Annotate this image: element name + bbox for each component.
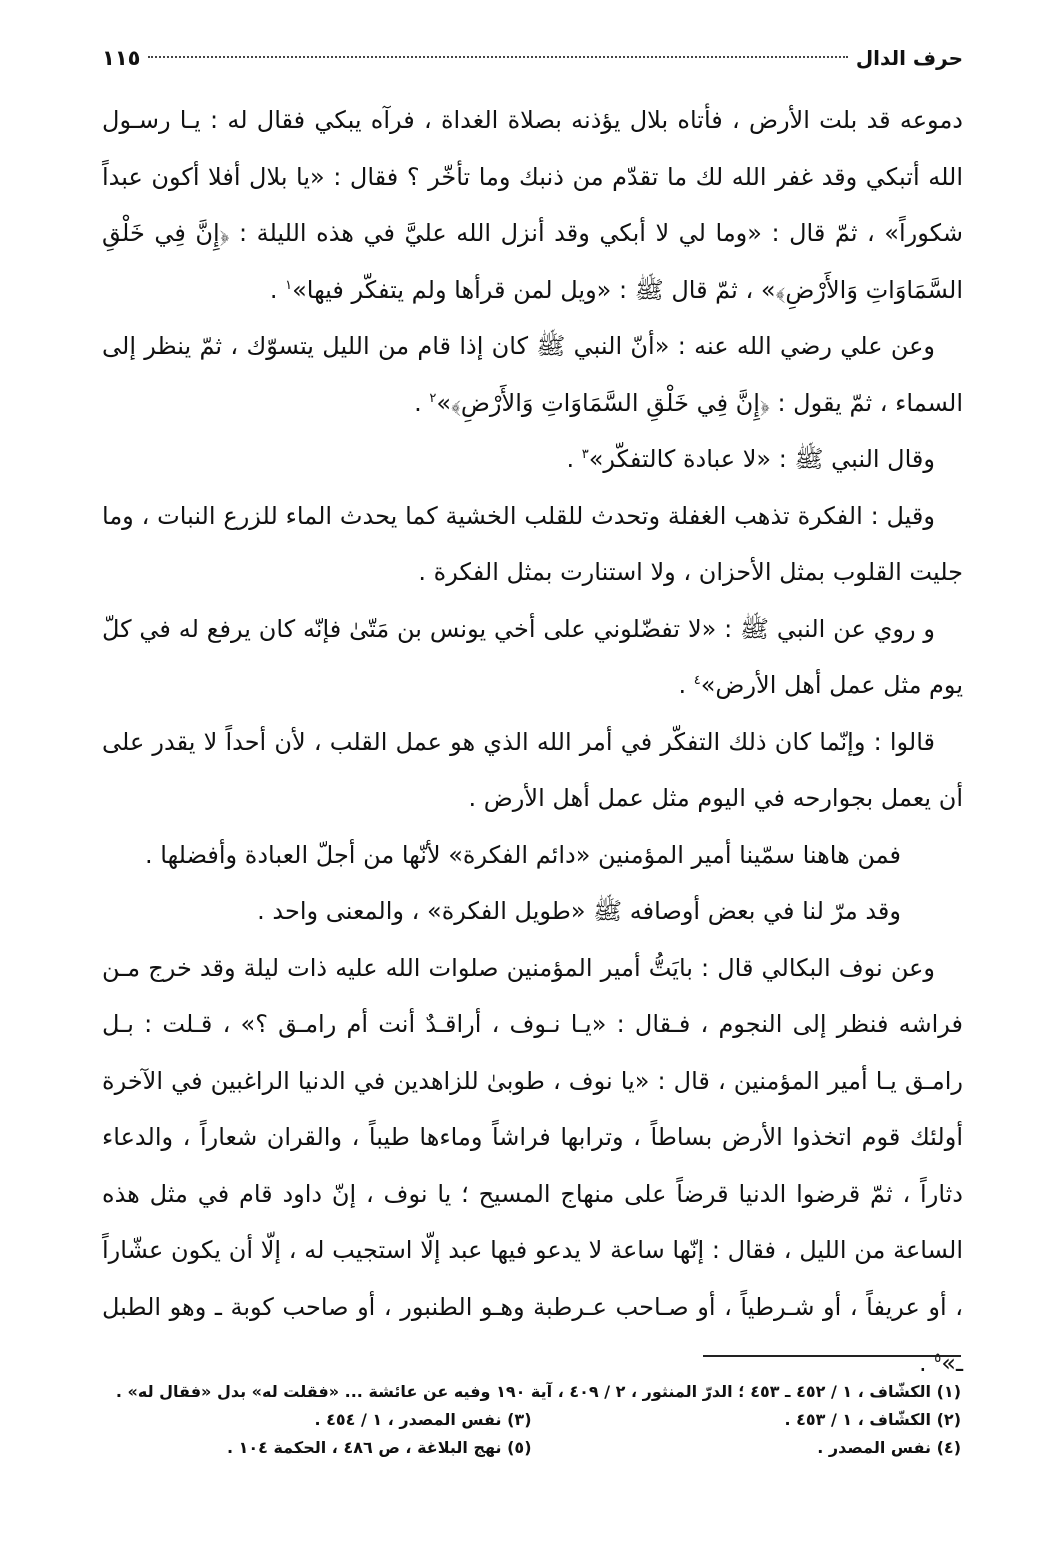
paragraph-7-text: فمن هاهنا سمّينا أمير المؤمنين «دائم الفكرة» لأنّها من أجلّ العبادة وأفضلها . xyxy=(145,840,901,869)
paragraph-8 xyxy=(102,883,963,940)
footnote-row-3 xyxy=(102,1434,961,1462)
paragraph-3: وقال النبي ﷺ : «لا عبادة كالتفكّر»$^٣$ . xyxy=(566,445,935,473)
page-number: ١١٥ xyxy=(102,46,141,70)
paragraph-4 xyxy=(102,488,963,601)
paragraph-9-text: وعن نوف البكالي قال : بايَتُّ أمير المؤمنين صلوات الله عليه ذات ليلة وقد خرج مـن فراشه فنظر إلى النجوم ، فـقال : «يـا نـوف ، أراقـدٌ أنت أم رامـق ؟» ، قـلت : بـل رامـق يـا أمير المؤمنين ، قال : «يا نوف ، طوبىٰ للزاهدين في الدنيا الراغبين في الآخرة أولئك قوم اتخذوا الأرض بساطاً ، وترابها فراشاً وماءها طيباً ، والقران شعاراً ، والدعاء دثاراً ، ثمّ قرضوا الدنيا قرضاً على منهاج المسيح ؛ يا نوف ، إنّ داود قام في مثل هذه الساعة من الليل ، فقال : إنّها ساعة لا يدعو فيها عبد إلّا استجيب له ، إلّا أن يكون عشّاراً ، أو عريفاً ، أو شـرطياً ، أو صـاحب عـرطبة وهـو الطنبور ، أو صاحب كوبة ـ وهو الطبل ـ» xyxy=(102,953,963,1377)
footnote-ref-5: ٥ xyxy=(934,1351,942,1366)
footnote-4: (٤) نفس المصدر . xyxy=(817,1438,961,1457)
paragraph-4-text: وقيل : الفكرة تذهب الغفلة وتحدث للقلب الخشية كما يحدث الماء للزرع النبات ، وما جليت القلوب بمثل الأحزان ، ولا استنارت بمثل الفكرة . xyxy=(102,501,963,586)
footnote-row-2 xyxy=(102,1406,961,1434)
footnote-3: (٣) نفس المصدر ، ١ / ٤٥٤ . xyxy=(314,1410,532,1429)
header-leader-dots xyxy=(148,55,847,58)
footnote-row-1 xyxy=(102,1378,961,1406)
footnote-1: (١) الكشّاف ، ١ / ٤٥٢ ـ ٤٥٣ ؛ الدرّ المنثور ، ٢ / ٤٠٩ ، آية ١٩٠ وفيه عن عائشة ... «فقلت له» بدل «فقال له» . xyxy=(115,1382,961,1401)
paragraph-6-text: قالوا : وإنّما كان ذلك التفكّر في أمر الله الذي هو عمل القلب ، لأن أحداً لا يقدر على أن يعمل بجوارحه في اليوم مثل عمل أهل الأرض . xyxy=(102,727,963,812)
footnote-2: (٢) الكشّاف ، ١ / ٤٥٣ . xyxy=(784,1410,961,1429)
running-header xyxy=(102,36,963,80)
section-title: حرف الدال xyxy=(855,46,963,70)
footnote-ref-4: ٤ xyxy=(693,673,701,688)
footnote-ref-3: ٣ xyxy=(581,447,589,462)
main-text xyxy=(102,92,963,1392)
paragraph-1-text: دموعه قد بلت الأرض ، فأتاه بلال يؤذنه بصلاة الغداة ، فرآه يبكي فقال له : يـا رسـول الله أتبكي وقد غفر الله لك ما تقدّم من ذنبك وما تأخّر ؟ فقال : «يا بلال أفلا أكون عبداً شكوراً» ، ثمّ قال : «وما لي لا أبكي وقد أنزل الله عليَّ في هذه الليلة : ﴿إِنَّ فِي خَلْقِ السَّمَاوَاتِ وَالأَرْضِ﴾» ، ثمّ قال ﷺ : «ويل لمن قرأها ولم يتفكّر فيها» xyxy=(102,106,963,304)
footnote-ref-1: ١ xyxy=(285,277,293,293)
paragraph-5-text: و روي عن النبي ﷺ : «لا تفضّلوني على أخي يونس بن مَتّىٰ فإنّه كان يرفع له في كلّ يوم مثل عمل أهل الأرض» xyxy=(102,614,963,699)
footnote-separator xyxy=(703,1355,961,1357)
footnote-5: (٥) نهج البلاغة ، ص ٤٨٦ ، الحكمة ١٠٤ . xyxy=(226,1438,532,1457)
footnote-ref-2: ٢ xyxy=(429,390,437,406)
paragraph-6 xyxy=(102,714,963,827)
paragraph-8-text: وقد مرّ لنا في بعض أوصافه ﷺ «طويل الفكرة» ، والمعنى واحد . xyxy=(257,897,901,925)
paragraph-3-text: وقال النبي ﷺ : «لا عبادة كالتفكّر» xyxy=(588,445,935,473)
paragraph-9: وعن نوف البكالي قال : بايَتُّ أمير المؤمنين صلوات الله عليه ذات ليلة وقد خرج مـن فراشه فنظر إلى النجوم ، فـقال : «يـا نـوف ، أراقـدٌ أنت أم رامـق ؟» ، قـلت : بـل رامـق يـا أمير المؤمنين ، قال : «يا نوف ، طوبىٰ للزاهدين في الدنيا الراغبين في الآخرة أولئك قوم اتخذوا الأرض بساطاً ، وترابها فراشاً وماءها طيباً ، والقران شعاراً ، والدعاء دثاراً ، ثمّ قرضوا الدنيا قرضاً على منهاج المسيح ؛ يا نوف ، إنّ داود قام في مثل هذه الساعة من الليل ، فقال : إنّها ساعة لا يدعو فيها عبد إلّا استجيب له ، إلّا أن يكون عشّاراً ، أو عريفاً ، أو شـرطياً ، أو صـاحب عـرطبة وهـو الطنبور ، أو صاحب كوبة ـ وهو الطبل ـ»$^٥$ . xyxy=(102,953,963,1377)
paragraph-5: و روي عن النبي ﷺ : «لا تفضّلوني على أخي يونس بن مَتّىٰ فإنّه كان يرفع له في كلّ يوم مثل عمل أهل الأرض»$^٤$ . xyxy=(102,614,963,699)
paragraph-2-text: وعن علي رضي الله عنه : «أنّ النبي ﷺ كان إذا قام من الليل يتسوّك ، ثمّ ينظر إلى السماء ، ثمّ يقول : ﴿إِنَّ فِي خَلْقِ السَّمَاوَاتِ وَالأَرْضِ﴾» xyxy=(102,332,963,417)
paragraph-7 xyxy=(102,827,963,884)
paragraph-1: دموعه قد بلت الأرض ، فأتاه بلال يؤذنه بصلاة الغداة ، فرآه يبكي فقال له : يـا رسـول الله أتبكي وقد غفر الله لك ما تقدّم من ذنبك وما تأخّر ؟ فقال : «يا بلال أفلا أكون عبداً شكوراً» ، ثمّ قال : «وما لي لا أبكي وقد أنزل الله عليَّ في هذه الليلة : ﴿إِنَّ فِي خَلْقِ السَّمَاوَاتِ وَالأَرْضِ﴾» ، ثمّ قال ﷺ : «ويل لمن قرأها ولم يتفكّر فيها»$^١$ . xyxy=(102,106,963,304)
paragraph-2: وعن علي رضي الله عنه : «أنّ النبي ﷺ كان إذا قام من الليل يتسوّك ، ثمّ ينظر إلى السماء ، ثمّ يقول : ﴿إِنَّ فِي خَلْقِ السَّمَاوَاتِ وَالأَرْضِ﴾»$^٢$ . xyxy=(102,332,963,417)
footnotes xyxy=(102,1378,961,1462)
